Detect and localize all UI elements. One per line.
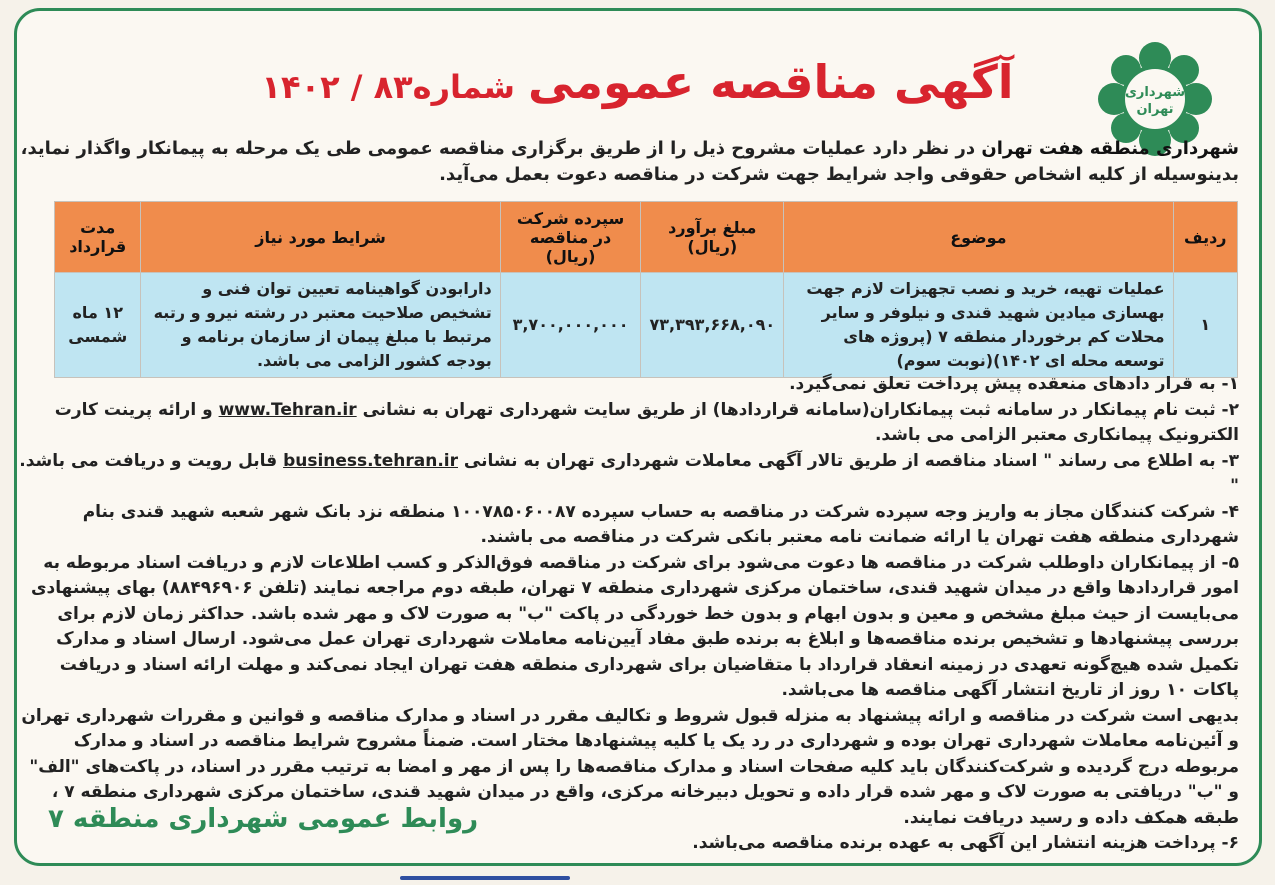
header-conditions: شرایط مورد نیاز — [141, 202, 500, 273]
note-3-b: قابل رویت و دریافت می باشد. " — [19, 450, 1239, 496]
note-2-a: ۲- ثبت نام پیمانکار در سامانه ثبت پیمانکاران(سامانه قراردادها) از طریق سایت شهرداری تهران به نشانی — [356, 399, 1239, 420]
header-deposit: سپرده شرکت در مناقصه (ریال) — [500, 202, 641, 273]
tehran-site-link[interactable]: www.Tehran.ir — [218, 399, 357, 420]
ad-title — [0, 55, 1275, 109]
cell-duration: ۱۲ ماه شمسی — [55, 273, 141, 378]
note-3 — [19, 449, 1239, 500]
note-2 — [19, 398, 1239, 449]
intro-rest: در نظر دارد عملیات مشروح ذیل را از طریق برگزاری مناقصه عمومی طی یک مرحله به پیمانکار واگذار نماید، بدینوسیله از کلیه اشخاص حقوقی واجد شرایط جهت شرکت در مناقصه دعوت بعمل می‌آید. — [20, 138, 1239, 185]
svg-text:شهرداری: شهرداری — [1125, 85, 1185, 100]
note-5-continued: بدیهی است شرکت در مناقصه و ارائه پیشنهاد به منزله قبول شروط و تکالیف مقرر در اسناد و مدارک مناقصه و قوانین و مقررات شهرداری تهران و آئین‌نامه معاملات شهرداری تهران بوده و شهرداری در رد یک یا کلیه پیشنهادها مختار است. ضمناً مشروح شرایط مناقصه در اسناد و مدارک مربوطه درج گردیده و شرکت‌کنندگان باید کلیه صفحات اسناد و مدارک مناقصه‌ها را پس از مهر و امضا به ترتیب مقرر در اسناد، در پاکت‌های "الف" و "ب" دریافتی به صورت لاک و مهر شده قرار داده و تحویل دبیرخانه مرکزی، واقع در میدان شهید قندی، ساختمان مرکزی شهرداری منطقه ۷ ، طبقه همکف داده و رسید دریافت نمایند. — [21, 705, 1239, 828]
intro-lead: شهرداری منطقه هفت تهران — [981, 138, 1239, 159]
terms-list — [19, 372, 1239, 857]
title-main: آگهی مناقصه عمومی — [528, 55, 1014, 109]
footer-signature: روابط عمومی شهرداری منطقه ۷ — [48, 804, 479, 834]
bottom-accent-line — [400, 876, 570, 880]
cell-deposit: ۳,۷۰۰,۰۰۰,۰۰۰ — [500, 273, 641, 378]
note-3-a: ۳- به اطلاع می رساند " اسناد مناقصه از طریق تالار آگهی معاملات شهرداری تهران به نشانی — [458, 450, 1239, 471]
intro-paragraph — [19, 136, 1239, 188]
header-estimate: مبلغ برآورد (ریال) — [641, 202, 784, 273]
cell-conditions: دارابودن گواهینامه تعیین توان فنی و تشخیص صلاحیت معتبر در رشته نیرو و رتبه مرتبط با مبلغ پیمان از سازمان برنامه و بودجه کشور الزامی می باشد. — [141, 273, 500, 378]
cell-subject: عملیات تهیه، خرید و نصب تجهیزات لازم جهت بهسازی میادین شهید قندی و نیلوفر و سایر محلات کم برخوردار منطقه ۷ (پروژه های توسعه محله ای ۱۴۰۲)(نوبت سوم) — [784, 273, 1173, 378]
tender-table — [54, 201, 1238, 378]
table-row — [55, 273, 1238, 378]
cell-estimate: ۷۳,۳۹۳,۶۶۸,۰۹۰ — [641, 273, 784, 378]
header-subject: موضوع — [784, 202, 1173, 273]
header-row-number: ردیف — [1173, 202, 1237, 273]
title-number: شماره۸۳ / ۱۴۰۲ — [261, 68, 515, 106]
business-site-link[interactable]: business.tehran.ir — [283, 450, 458, 471]
note-1: ۱- به قرار دادهای منعقده پیش پرداخت تعلق نمی‌گیرد. — [789, 374, 1239, 394]
note-2-b: و ارائه پرینت کارت الکترونیک پیمانکاری معتبر الزامی می باشد. — [54, 399, 1239, 445]
svg-text:تهران: تهران — [1136, 102, 1174, 117]
note-4: ۴- شرکت کنندگان مجاز به واریز وجه سپرده شرکت در مناقصه به حساب سپرده ۱۰۰۷۸۵۰۶۰۰۸۷ منطقه نزد بانک شهر شعبه شهید قندی بنام شهرداری منطقه هفت تهران یا ارائه ضمانت نامه معتبر بانکی شرکت در مناقصه می باشند. — [82, 501, 1239, 547]
header-duration: مدت قرارداد — [55, 202, 141, 273]
note-6: ۶- پرداخت هزینه انتشار این آگهی به عهده برنده مناقصه می‌باشد. — [692, 833, 1239, 853]
table-header-row — [55, 202, 1238, 273]
cell-row-number: ۱ — [1173, 273, 1237, 378]
note-5: ۵- از پیمانکاران داوطلب شرکت در مناقصه ها دعوت می‌شود برای شرکت در مناقصه فوق‌الذکر و کسب اطلاعات لازم و دریافت اسناد مربوطه به امور قراردادها واقع در میدان شهید قندی، ساختمان مرکزی شهرداری منطقه ۷ تهران، طبقه دوم مراجعه نمایند (تلفن ۸۸۴۹۶۹۰۶) بهای پیشنهادی می‌بایست از حیث مبلغ مشخص و معین و بدون ابهام و بدون خط خوردگی در پاکت "ب" به صورت لاک و مهر شده باشد. حداکثر زمان لازم برای بررسی پیشنهادها و تشخیص برنده مناقصه‌ها و ابلاغ به برنده طبق مفاد آیین‌نامه معاملات شهرداری تهران عمل می‌شود. ارسال اسناد و مدارک تکمیل شده هیچ‌گونه تعهدی در زمینه انعقاد قرارداد با متقاضیان برای شهرداری منطقه هفت تهران ایجاد نمی‌کند و مهلت ارائه اسناد و دریافت پاکات ۱۰ روز از تاریخ انتشار آگهی مناقصه ها می‌باشد. — [30, 552, 1239, 700]
